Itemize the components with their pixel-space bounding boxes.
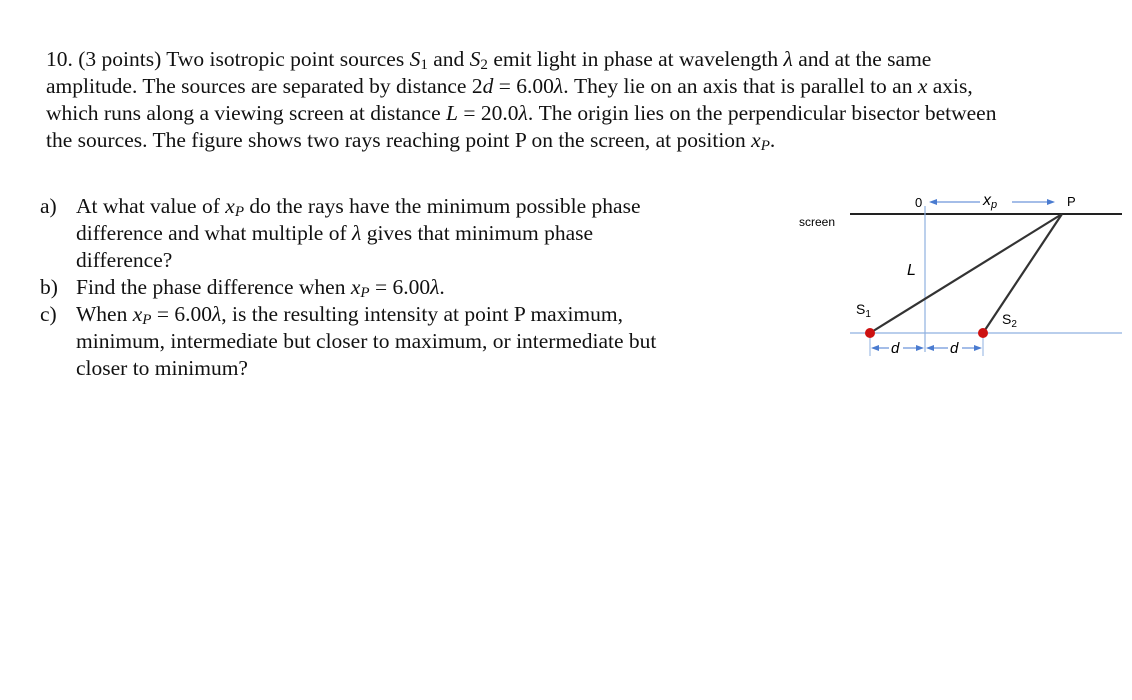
screen-label: screen xyxy=(799,215,836,229)
question-text: Find the phase difference when $x_P = 6.00\lambda$. xyxy=(76,275,445,301)
ray-from-s2 xyxy=(983,214,1062,333)
geometry-figure xyxy=(790,180,1130,380)
d-left-label: d xyxy=(891,340,900,357)
point-p-label: P xyxy=(1067,194,1076,209)
question-a xyxy=(40,193,740,274)
source-s1-dot xyxy=(865,328,875,338)
xp-label: xp xyxy=(983,192,998,211)
s2-label: $S_2$ xyxy=(1002,311,1017,330)
source-s2-dot xyxy=(978,328,988,338)
question-label: b) xyxy=(40,275,58,299)
question-c xyxy=(40,301,740,382)
question-b xyxy=(40,274,740,301)
question-label: a) xyxy=(40,194,57,218)
question-text: When $x_P = 6.00\lambda$, is the resulting intensity at point P maximum, minimum, intermediate but closer to maximum, or intermediate but closer to minimum? xyxy=(76,302,657,380)
s1-label: $S_1$ xyxy=(856,301,871,320)
problem-line-4: the sources. The figure shows two rays reaching point P on the screen, at position $x_P$. xyxy=(46,128,776,154)
d-right-label: d xyxy=(950,340,959,357)
problem-line-2: amplitude. The sources are separated by distance 2d = 6.00λ. They lie on an axis that is parallel to an x axis, xyxy=(46,74,973,98)
problem-statement xyxy=(46,46,1121,154)
question-list xyxy=(40,193,740,382)
question-text: At what value of $x_P$ do the rays have the minimum possible phase difference and what multiple of λ gives that minimum phase difference? xyxy=(76,194,641,272)
question-label: c) xyxy=(40,302,57,326)
distance-L-label: L xyxy=(907,262,916,279)
problem-line-3: which runs along a viewing screen at distance L = 20.0λ. The origin lies on the perpendicular bisector between xyxy=(46,101,997,125)
problem-line-1: 10. (3 points) Two isotropic point sources $S_1$ and $S_2$ emit light in phase at wavelength λ and at the same xyxy=(46,47,932,73)
ray-from-s1 xyxy=(870,214,1062,333)
origin-label: 0 xyxy=(915,195,923,210)
